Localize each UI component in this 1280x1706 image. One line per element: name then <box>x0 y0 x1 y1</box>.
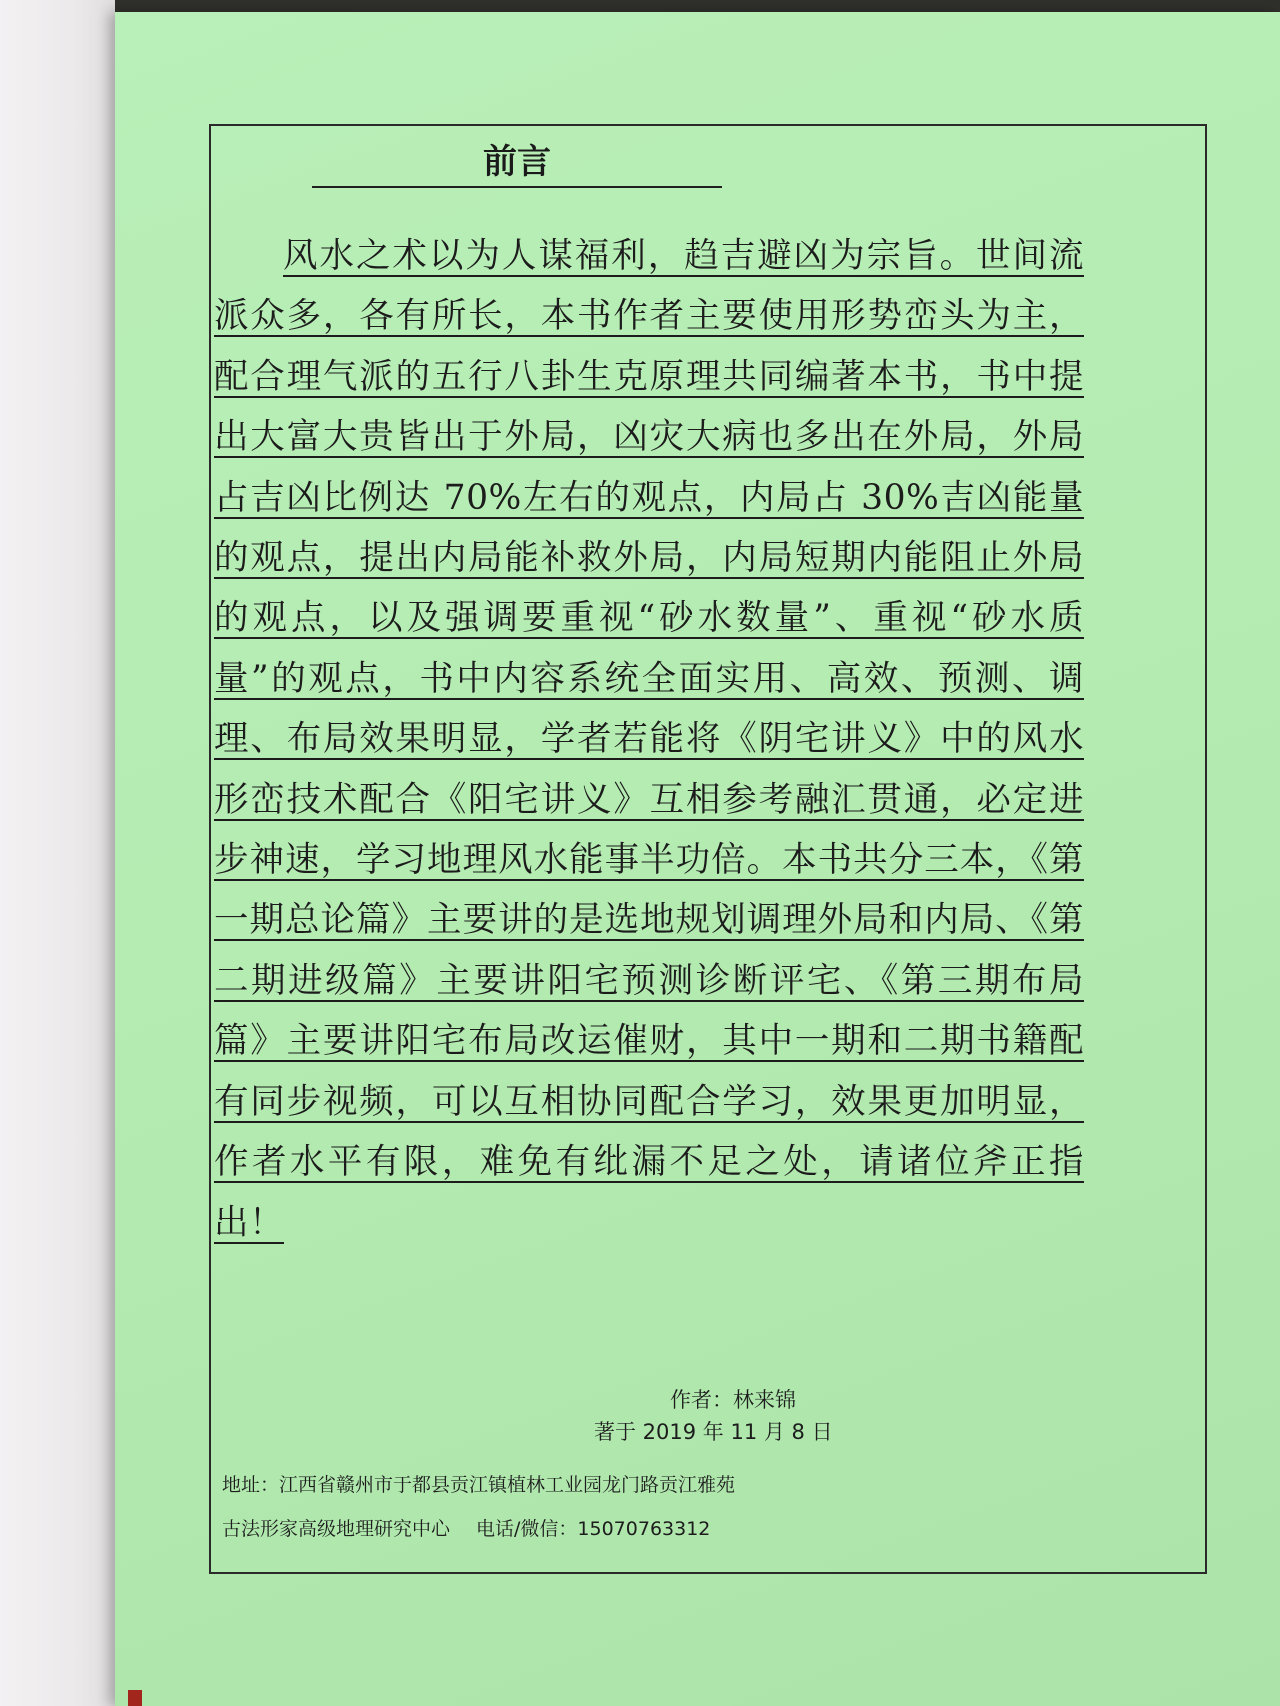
preface-text: 风水之术以为人谋福利，趋吉避凶为宗旨。世间流派众多，各有所长，本书作者主要使用形势峦头为主，配合理气派的五行八卦生克原理共同编著本书，书中提出大富大贵皆出于外局，凶灾大病也多出在外局，外局占吉凶比例达 70%左右的观点，内局占 30%吉凶能量的观点，提出内局能补救外局，内局短期内能阻止外局的观点，以及强调要重视“砂水数量”、重视“砂水质量”的观点，书中内容系统全面实用、高效、预测、调理、布局效果明显，学者若能将《阴宅讲义》中的风水形峦技术配合《阳宅讲义》互相参考融汇贯通，必定进步神速，学习地理风水能事半功倍。本书共分三本，《第一期总论篇》主要讲的是选地规划调理外局和内局、《第二期进级篇》主要讲阳宅预测诊断评宅、《第三期布局篇》主要讲阳宅布局改运催财，其中一期和二期书籍配有同步视频，可以互相协同配合学习，效果更加明显， 作者水平有限，难免有纰漏不足之处，请诸位斧正指出！ <box>214 236 1084 1243</box>
address-line: 地址：江西省赣州市于都县贡江镇植林工业园龙门路贡江雅苑 <box>222 1474 736 1496</box>
contact-line: 电话/微信：15070763312 <box>476 1518 711 1540</box>
bookmark-ribbon <box>128 1690 142 1706</box>
title-underline <box>312 138 722 188</box>
date-line: 著于 2019 年 11 月 8 日 <box>594 1420 833 1444</box>
author-line: 作者：林来锦 <box>670 1388 796 1412</box>
page-title: 前言 <box>483 142 551 182</box>
org-name: 古法形家高级地理研究中心 <box>222 1518 451 1540</box>
contact-row <box>222 1514 710 1541</box>
preface-paragraph <box>214 226 1084 1253</box>
